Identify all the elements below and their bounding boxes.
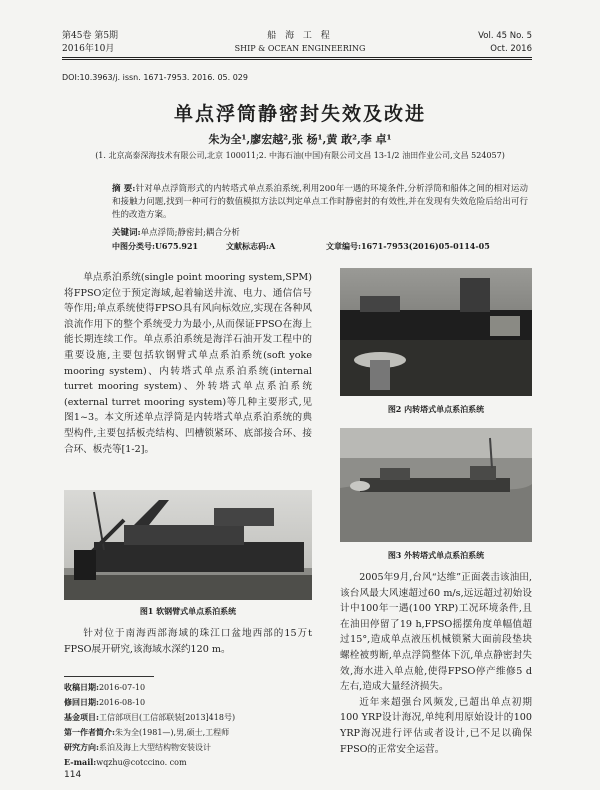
- email: [64, 755, 314, 770]
- first-author: [64, 725, 314, 740]
- figure-2-image: [340, 268, 532, 396]
- intro-paragraph: 单点系泊系统(single point mooring system,SPM)将FPSO定位于预定海域,起着输送井流、电力、通信信号等作用;单点系统使得FPSO具有风向标效应,实现在各种风浪流作用下的整个系统受力为最小,从而保证FPSO在海上能长期连续工作。单点系泊系统是海洋石油开发工程中的重要设施,主要包括软钢臂式单点系泊系统(soft yoke mooring system)、内转塔式单点系泊系统(internal turret mooring system)、外转塔式单点系泊系统(external turret mooring system)等几种主要形式,见图1~3。本文所述单点浮筒是内转塔式单点系泊系统的典型构件,主要包括板壳结构、凹槽锁紧环、底部接合环、接合环、板壳等[1-2]。: [64, 272, 312, 455]
- affiliation: (1. 北京高泰深海技术有限公司,北京 100011;2. 中海石油(中国)有限公司文昌 13-1/2 油田作业公司,文昌 524057): [95, 151, 505, 160]
- header-journal-en: SHIP & OCEAN ENGINEERING: [234, 44, 366, 53]
- author-value: 朱为全(1981—),男,硕士,工程师: [114, 728, 230, 737]
- abstract-text: 针对单点浮筒形式的内转塔式单点系泊系统,利用200年一遇的环境条件,分析浮筒和船体之间的相对运动和接触力问题,找到一种可行的数值模拟方法以判定单点工作时静密封的有效性,并在发现有失效危险后给出可行性的改造方案。: [112, 184, 528, 220]
- paper-title: 单点浮筒静密封失效及改进: [173, 103, 426, 125]
- header-journal-cn: 船 海 工 程: [267, 31, 333, 41]
- revised-value: 2016-08-10: [98, 698, 146, 707]
- abstract-label: 摘 要:: [112, 184, 136, 194]
- page-number: 114: [64, 770, 82, 780]
- header-date: 2016年10月: [62, 44, 115, 54]
- clc-number: 中图分类号:U675.921: [112, 241, 199, 251]
- article-number: 文章编号:1671-7953(2016)05-0114-05: [326, 241, 490, 251]
- header-rule-2: [62, 59, 532, 60]
- location-paragraph: 针对位于南海西部海域的珠江口盆地西部的15万t FPSO展开研究,该海域水深约120 m。: [64, 628, 312, 655]
- email-value: wqzhu@cotccino. com: [96, 758, 187, 767]
- keywords: [112, 228, 240, 239]
- author-list: 朱为全¹,廖宏越²,张 杨¹,黄 敢²,李 卓¹: [208, 133, 392, 146]
- doi: DOI:10.3963/j. issn. 1671-7953. 2016. 05. 029: [62, 73, 248, 82]
- footnote-rule: [64, 676, 154, 677]
- document-code: 文献标志码:A: [226, 241, 276, 251]
- left-column-text-2: [64, 626, 312, 657]
- fund-label: 基金项目:: [64, 712, 99, 722]
- header-rule: [62, 57, 532, 58]
- research-direction: [64, 740, 314, 755]
- header-date-en: Oct. 2016: [490, 44, 532, 54]
- keywords-label: 关键词:: [112, 228, 141, 238]
- abstract: [112, 183, 528, 222]
- header-volume: 第45卷 第5期: [62, 31, 119, 41]
- figure-1-caption: 图1 软钢臂式单点系泊系统: [139, 606, 237, 616]
- fund-value: 工信部项目(工信部联装[2013]418号): [98, 713, 236, 722]
- received-date: [64, 680, 314, 695]
- footnotes: [64, 680, 314, 770]
- research-label: 研究方向:: [64, 742, 99, 752]
- revised-date: [64, 695, 314, 710]
- research-value: 系泊及海上大型结构物安装设计: [98, 743, 211, 752]
- fund-project: [64, 710, 314, 725]
- figure-3-caption: 图3 外转塔式单点系泊系统: [387, 550, 485, 560]
- author-label: 第一作者简介:: [64, 727, 115, 737]
- figure-1-image: [64, 490, 312, 600]
- received-label: 收稿日期:: [64, 682, 99, 692]
- right-column-text: [340, 570, 532, 757]
- revised-label: 修回日期:: [64, 697, 99, 707]
- keywords-text: 单点浮筒;静密封;耦合分析: [140, 228, 240, 238]
- email-label: E-mail:: [64, 757, 97, 767]
- typhoon-paragraph: 2005年9月,台风“达维”正面袭击该油田,该台风最大风速超过60 m/s,远远超过初始设计中100年一遇(100 YRP)工况环境条件,且在油田停留了19 h,FPSO摇摆角度单幅值超过15°,造成单点液压机械锁紧大面前段垫块螺栓被剪断,单点浮筒整体下沉,单点静密封失效,海水进入单点舱,使得FPSO停产维修5 d左右,造成大量经济损失。: [340, 572, 532, 693]
- figure-3-image: [340, 428, 532, 542]
- figure-2-caption: 图2 内转塔式单点系泊系统: [387, 404, 485, 414]
- recent-typhoon-paragraph: 近年来超强台风频发,已超出单点初期100 YRP设计海况,单纯利用原始设计的100 YRP海况进行评估或者设计,已不足以确保FPSO的正常安全运营。: [340, 696, 532, 755]
- received-value: 2016-07-10: [98, 683, 146, 692]
- left-column-text: [64, 270, 312, 457]
- header-vol-en: Vol. 45 No. 5: [478, 31, 532, 41]
